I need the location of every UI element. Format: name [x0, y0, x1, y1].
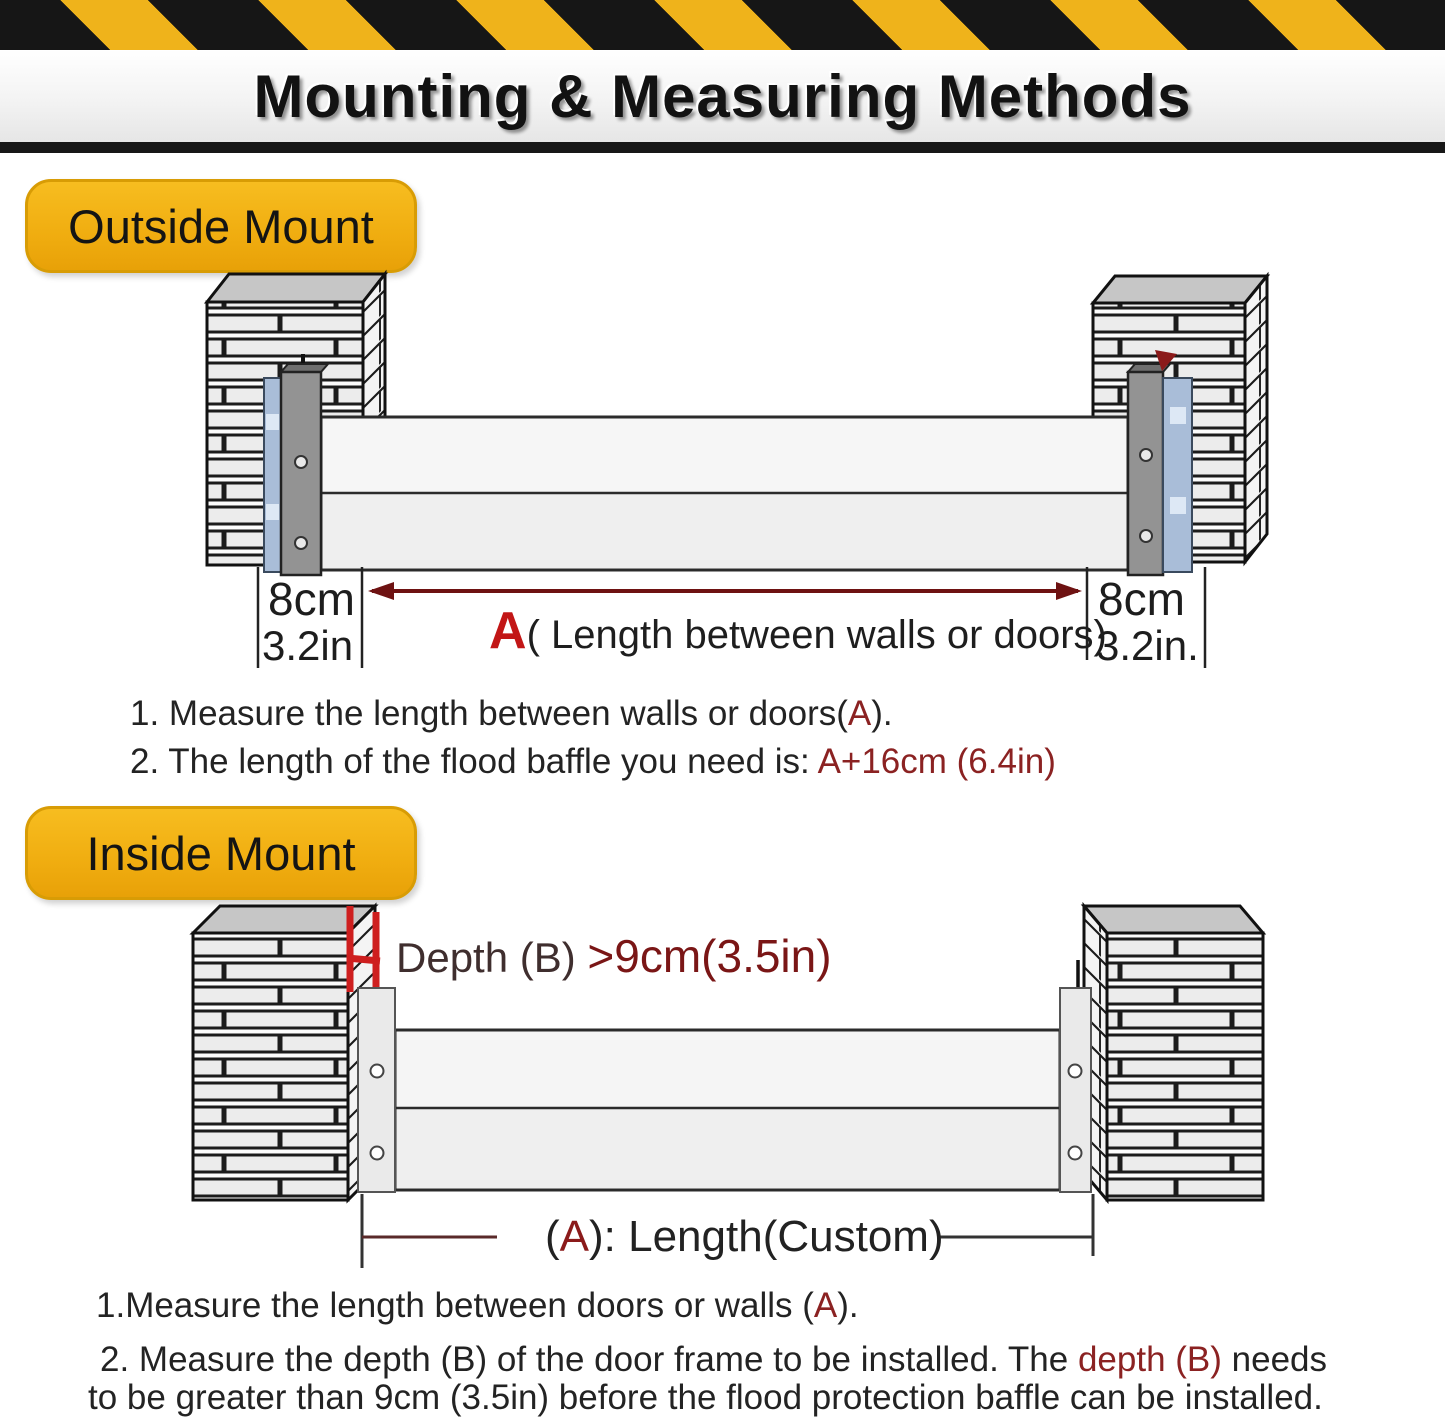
outside-mount-diagram — [0, 260, 1445, 680]
right-dim-in: 3.2in. — [1096, 622, 1199, 669]
screw — [1069, 1065, 1082, 1078]
outside-flood-baffle — [321, 417, 1128, 570]
screw — [295, 456, 307, 468]
step-text: 2. Measure the depth (B) of the door frame to be installed. The — [100, 1340, 1078, 1379]
depth-label-dark: Depth (B) — [396, 934, 588, 981]
span-label-text: ( Length between walls or doors) — [526, 613, 1107, 657]
length-label-a: A — [559, 1212, 590, 1261]
screw — [371, 1147, 384, 1160]
inside-left-channel — [358, 988, 395, 1192]
left-dim-in: 3.2in — [262, 622, 354, 669]
inside-right-channel — [1060, 960, 1091, 1192]
step-highlight: A — [813, 1286, 838, 1325]
depth-label — [396, 930, 832, 982]
screw — [371, 1065, 384, 1078]
span-label — [489, 602, 1107, 660]
outside-step-2 — [130, 742, 1056, 782]
step-text: ). — [837, 1286, 859, 1325]
length-label-pre: ( — [545, 1212, 560, 1261]
outside-step-1 — [130, 694, 893, 734]
step-text: 1. Measure the length between walls or doors( — [130, 694, 848, 733]
length-label — [545, 1212, 944, 1261]
inside-step-2-line2 — [88, 1378, 1323, 1418]
inside-step-2 — [100, 1340, 1327, 1380]
banner-divider-bar — [0, 142, 1445, 153]
inside-mount-badge — [25, 806, 417, 900]
title-banner — [0, 50, 1445, 142]
step-text: to be greater than 9cm (3.5in) before the flood protection baffle can be installed. — [88, 1378, 1323, 1417]
step-highlight: depth (B) — [1077, 1340, 1222, 1379]
length-label-post: ): Length(Custom) — [589, 1212, 944, 1261]
screw — [1140, 530, 1152, 542]
span-label-a: A — [489, 602, 527, 660]
outside-right-channel — [1128, 350, 1192, 575]
step-highlight: A — [847, 694, 872, 733]
inside-right-pillar — [1084, 906, 1263, 1200]
inside-mount-badge-label: Inside Mount — [86, 826, 356, 880]
hazard-stripes — [0, 0, 1445, 50]
page-title: Mounting & Measuring Methods — [253, 62, 1192, 130]
screw — [295, 537, 307, 549]
screw — [1069, 1147, 1082, 1160]
step-text: ). — [871, 694, 893, 733]
step-text: needs — [1221, 1340, 1328, 1379]
step-text: 1.Measure the length between doors or walls ( — [96, 1286, 814, 1325]
left-dim-cm: 8cm — [268, 573, 355, 625]
inside-flood-baffle — [395, 1030, 1060, 1190]
right-dim-cm: 8cm — [1098, 573, 1185, 625]
outside-mount-badge — [25, 179, 417, 273]
inside-mount-diagram — [0, 895, 1445, 1275]
screw — [1140, 449, 1152, 461]
span-arrow — [368, 582, 1082, 600]
gasket-strip — [264, 378, 281, 572]
outside-mount-badge-label: Outside Mount — [68, 199, 374, 253]
depth-label-red: >9cm(3.5in) — [587, 930, 832, 982]
outside-left-channel — [264, 354, 328, 575]
step-text: 2. The length of the flood baffle you need is: — [130, 742, 818, 781]
inside-step-1 — [96, 1286, 859, 1326]
step-highlight: A+16cm (6.4in) — [817, 742, 1056, 781]
